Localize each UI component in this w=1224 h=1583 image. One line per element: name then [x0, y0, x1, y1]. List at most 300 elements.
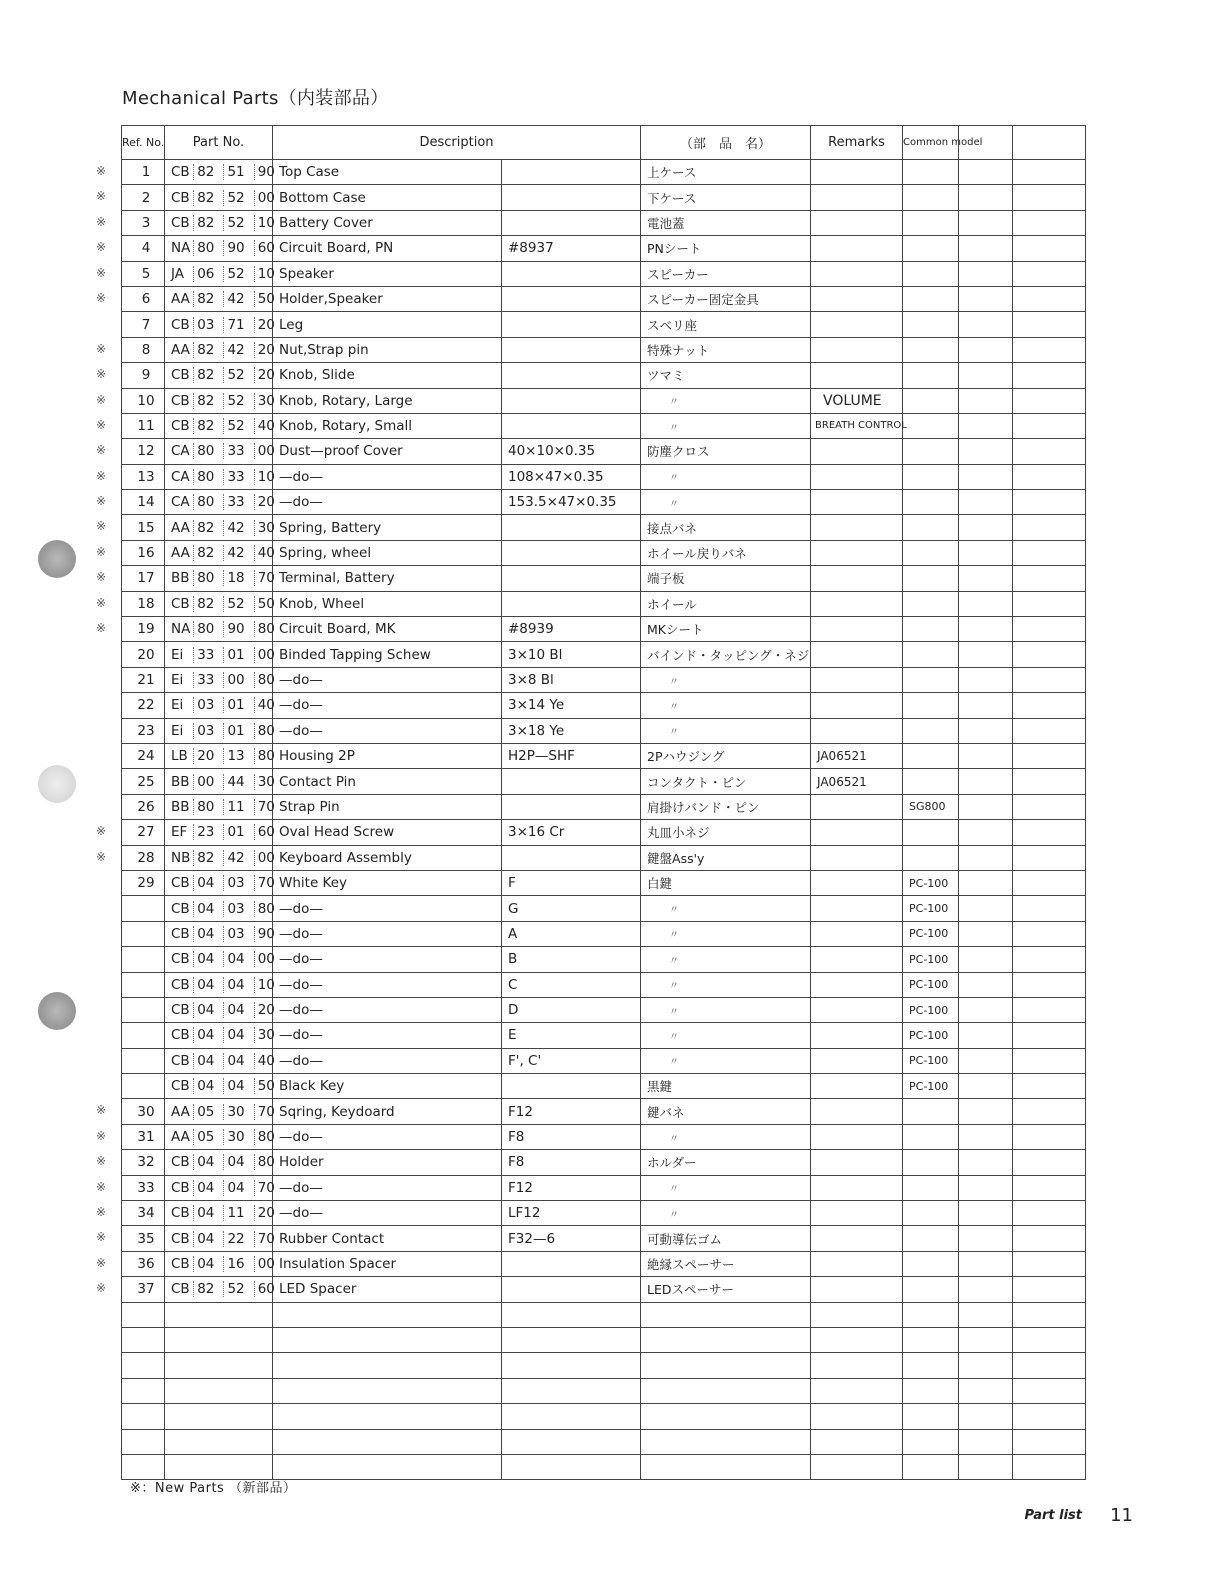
- ref-no: 26: [137, 798, 155, 815]
- blank-cell: [641, 1454, 811, 1479]
- part-no-group: BB: [171, 798, 190, 815]
- blank-cell: [1013, 490, 1086, 515]
- part-no-group: 70: [254, 875, 284, 891]
- japanese-name-cell: 鍵バネ: [641, 1099, 811, 1124]
- blank-cell: [903, 1429, 959, 1454]
- part-no-cell: [165, 718, 273, 743]
- ref-no-cell: [122, 312, 165, 337]
- remarks-cell: [811, 642, 903, 667]
- blank-cell: [641, 1429, 811, 1454]
- blank-cell: [502, 1327, 641, 1352]
- part-no-group: 42: [223, 850, 253, 866]
- empty-row: [122, 1404, 1086, 1429]
- part-no-cell: [165, 160, 273, 185]
- blank-cell: [959, 1201, 1013, 1226]
- blank-cell: [959, 210, 1013, 235]
- common-model-cell: PC-100: [903, 972, 959, 997]
- common-model-cell: PC-100: [903, 1074, 959, 1099]
- ref-no: 27: [137, 824, 155, 841]
- new-part-mark: ※: [96, 494, 107, 509]
- ref-no: 37: [137, 1281, 155, 1298]
- part-no-cell: [165, 363, 273, 388]
- ref-no: 34: [137, 1205, 155, 1222]
- part-no-cell: [165, 1226, 273, 1251]
- description-cell: —do—: [273, 1201, 502, 1226]
- part-no-cell: [165, 693, 273, 718]
- part-no-group: 82: [193, 596, 223, 612]
- part-no-group: 20: [254, 317, 284, 333]
- table-row: [122, 845, 1086, 870]
- common-model-cell: [903, 591, 959, 616]
- common-model-cell: [903, 566, 959, 591]
- spec-cell: LF12: [502, 1201, 641, 1226]
- part-no-group: AA: [171, 1129, 190, 1146]
- description-cell: Speaker: [273, 261, 502, 286]
- ref-no: 6: [141, 291, 151, 308]
- part-no-group: 10: [254, 266, 284, 282]
- part-no-cell: [165, 972, 273, 997]
- blank-cell: [959, 693, 1013, 718]
- blank-cell: [502, 1454, 641, 1479]
- blank-cell: [959, 921, 1013, 946]
- part-no-group: 52: [223, 596, 253, 612]
- blank-cell: [1013, 896, 1086, 921]
- header-blank: [1013, 126, 1086, 160]
- table-row: [122, 1175, 1086, 1200]
- part-no-group: 52: [223, 367, 253, 383]
- part-no-group: 80: [193, 621, 223, 637]
- blank-cell: [1013, 794, 1086, 819]
- ref-no-cell: [96, 236, 165, 261]
- footnote-new-parts: ※：New Parts （新部品）: [130, 1481, 297, 1496]
- ref-no: 14: [137, 494, 155, 511]
- blank-cell: [811, 1378, 903, 1403]
- ref-no: 12: [137, 443, 155, 460]
- new-part-mark: ※: [96, 189, 107, 204]
- common-model-cell: [903, 286, 959, 311]
- blank-cell: [959, 1074, 1013, 1099]
- common-model-cell: [903, 261, 959, 286]
- spec-cell: F: [502, 870, 641, 895]
- blank-cell: [165, 1302, 273, 1327]
- remarks-cell: [811, 185, 903, 210]
- blank-cell: [1013, 388, 1086, 413]
- part-no-group: JA: [171, 265, 184, 282]
- ref-no: 9: [141, 367, 151, 384]
- blank-cell: [502, 1378, 641, 1403]
- part-no-group: 33: [223, 469, 253, 485]
- part-no-group: 04: [193, 1154, 223, 1170]
- remarks-cell: [811, 1277, 903, 1302]
- blank-cell: [165, 1454, 273, 1479]
- blank-cell: [165, 1429, 273, 1454]
- part-no-group: 60: [254, 824, 284, 840]
- remarks-cell: [811, 312, 903, 337]
- common-model-cell: [903, 845, 959, 870]
- spec-cell: [502, 185, 641, 210]
- blank-cell: [641, 1302, 811, 1327]
- table-row: [122, 591, 1086, 616]
- part-no-group: AA: [171, 519, 190, 536]
- common-model-cell: PC-100: [903, 997, 959, 1022]
- part-no-group: 30: [254, 393, 284, 409]
- blank-cell: [1013, 236, 1086, 261]
- table-row: [122, 464, 1086, 489]
- part-no-group: AA: [171, 341, 190, 358]
- part-no-group: 52: [223, 190, 253, 206]
- spec-cell: [502, 160, 641, 185]
- common-model-cell: [903, 185, 959, 210]
- table-row: [122, 566, 1086, 591]
- part-no-group: 52: [223, 1281, 253, 1297]
- header-remarks: Remarks: [811, 126, 903, 160]
- part-no-group: 00: [254, 647, 284, 663]
- blank-cell: [959, 236, 1013, 261]
- part-no-group: 10: [254, 469, 284, 485]
- remarks-cell: [811, 1150, 903, 1175]
- part-no-group: 00: [254, 951, 284, 967]
- part-no-cell: [165, 845, 273, 870]
- spec-cell: [502, 210, 641, 235]
- remarks-cell: [811, 210, 903, 235]
- blank-cell: [1013, 997, 1086, 1022]
- part-no-group: CB: [171, 900, 190, 917]
- blank-cell: [959, 286, 1013, 311]
- spec-cell: [502, 286, 641, 311]
- new-part-mark: ※: [96, 265, 107, 280]
- spec-cell: [502, 1277, 641, 1302]
- table-row: [122, 210, 1086, 235]
- new-part-mark: ※: [96, 1103, 107, 1118]
- spec-cell: 3×8 Bl: [502, 667, 641, 692]
- page-number: 11: [1110, 1505, 1133, 1526]
- japanese-name-cell: ホイール戻りバネ: [641, 540, 811, 565]
- part-no-group: 20: [254, 494, 284, 510]
- blank-cell: [959, 185, 1013, 210]
- description-cell: Circuit Board, PN: [273, 236, 502, 261]
- blank-cell: [273, 1378, 502, 1403]
- common-model-cell: [903, 490, 959, 515]
- part-no-cell: [165, 337, 273, 362]
- part-no-group: 03: [223, 901, 253, 917]
- part-no-group: 04: [223, 1002, 253, 1018]
- table-row: [122, 794, 1086, 819]
- part-no-group: 82: [193, 291, 223, 307]
- part-no-group: 04: [193, 951, 223, 967]
- part-no-group: CB: [171, 1230, 190, 1247]
- table-row: [122, 870, 1086, 895]
- part-no-cell: [165, 286, 273, 311]
- blank-cell: [959, 515, 1013, 540]
- description-cell: Circuit Board, MK: [273, 617, 502, 642]
- part-no-group: AA: [171, 1103, 190, 1120]
- blank-cell: [502, 1353, 641, 1378]
- japanese-name-cell: ホイール: [641, 591, 811, 616]
- part-no-group: CB: [171, 214, 190, 231]
- part-no-group: EF: [171, 824, 188, 841]
- ref-no-cell: [96, 845, 165, 870]
- remarks-cell: [811, 160, 903, 185]
- description-cell: Knob, Rotary, Small: [273, 413, 502, 438]
- ref-no-cell: [96, 464, 165, 489]
- blank-cell: [1013, 1327, 1086, 1352]
- blank-cell: [273, 1353, 502, 1378]
- description-cell: Oval Head Screw: [273, 820, 502, 845]
- part-no-cell: [165, 1277, 273, 1302]
- spec-cell: [502, 337, 641, 362]
- table-row: [122, 947, 1086, 972]
- ref-no-cell: [122, 921, 165, 946]
- spec-cell: [502, 1251, 641, 1276]
- blank-cell: [1013, 769, 1086, 794]
- part-no-cell: [165, 1023, 273, 1048]
- table-row: [122, 1251, 1086, 1276]
- part-no-cell: [165, 820, 273, 845]
- remarks-cell: [811, 896, 903, 921]
- part-no-group: 00: [254, 190, 284, 206]
- blank-cell: [641, 1404, 811, 1429]
- common-model-cell: [903, 769, 959, 794]
- blank-cell: [959, 1353, 1013, 1378]
- part-no-cell: [165, 1074, 273, 1099]
- blank-cell: [1013, 591, 1086, 616]
- ref-no: 8: [141, 341, 151, 358]
- description-cell: Black Key: [273, 1074, 502, 1099]
- remarks-cell: [811, 667, 903, 692]
- table-row: [122, 540, 1086, 565]
- part-no-group: 82: [193, 215, 223, 231]
- blank-cell: [959, 591, 1013, 616]
- japanese-name-cell: 端子板: [641, 566, 811, 591]
- part-no-group: 20: [254, 1205, 284, 1221]
- part-no-group: 05: [193, 1129, 223, 1145]
- table-row: [122, 185, 1086, 210]
- remarks-cell: [811, 794, 903, 819]
- new-part-mark: ※: [96, 164, 107, 178]
- ref-no-cell: [122, 896, 165, 921]
- spec-cell: A: [502, 921, 641, 946]
- table-row: [122, 820, 1086, 845]
- description-cell: Rubber Contact: [273, 1226, 502, 1251]
- common-model-cell: PC-100: [903, 1023, 959, 1048]
- part-no-group: 33: [193, 672, 223, 688]
- part-no-group: 04: [193, 1027, 223, 1043]
- part-no-group: CB: [171, 1027, 190, 1044]
- spec-cell: #8937: [502, 236, 641, 261]
- blank-cell: [959, 1048, 1013, 1073]
- table-row: [122, 693, 1086, 718]
- header-japanese-name: （部 品 名）: [641, 126, 811, 160]
- remarks-cell: [811, 261, 903, 286]
- description-cell: Strap Pin: [273, 794, 502, 819]
- blank-cell: [641, 1327, 811, 1352]
- part-no-group: 80: [193, 469, 223, 485]
- spec-cell: [502, 591, 641, 616]
- blank-cell: [959, 845, 1013, 870]
- blank-cell: [959, 261, 1013, 286]
- part-no-group: 00: [254, 1256, 284, 1272]
- part-no-group: 30: [223, 1129, 253, 1145]
- blank-cell: [1013, 1023, 1086, 1048]
- part-no-cell: [165, 642, 273, 667]
- description-cell: Top Case: [273, 160, 502, 185]
- new-part-mark: ※: [96, 1154, 107, 1169]
- spec-cell: [502, 515, 641, 540]
- japanese-name-cell: 黒鍵: [641, 1074, 811, 1099]
- new-part-mark: ※: [96, 1255, 107, 1270]
- japanese-name-cell: 〃: [641, 413, 811, 438]
- blank-cell: [1013, 870, 1086, 895]
- common-model-cell: [903, 413, 959, 438]
- part-no-group: 70: [254, 1231, 284, 1247]
- spec-cell: [502, 388, 641, 413]
- part-no-group: 03: [193, 317, 223, 333]
- part-no-group: 11: [223, 1205, 253, 1221]
- japanese-name-cell: 下ケース: [641, 185, 811, 210]
- description-cell: Sqring, Keydoard: [273, 1099, 502, 1124]
- spec-cell: G: [502, 896, 641, 921]
- ref-no-cell: [96, 1277, 165, 1302]
- part-no-group: 04: [223, 1053, 253, 1069]
- ref-no: 13: [137, 468, 155, 485]
- blank-cell: [1013, 617, 1086, 642]
- blank-cell: [1013, 743, 1086, 768]
- spec-cell: H2P—SHF: [502, 743, 641, 768]
- ref-no-cell: [96, 413, 165, 438]
- description-cell: LED Spacer: [273, 1277, 502, 1302]
- remarks-cell: [811, 820, 903, 845]
- empty-row: [122, 1454, 1086, 1479]
- ref-no: 5: [141, 265, 151, 282]
- ref-no: 32: [137, 1154, 155, 1171]
- japanese-name-cell: 〃: [641, 388, 811, 413]
- part-no-group: 71: [223, 317, 253, 333]
- ref-no-cell: [96, 566, 165, 591]
- remarks-cell: [811, 921, 903, 946]
- part-no-group: CB: [171, 1179, 190, 1196]
- japanese-name-cell: 〃: [641, 947, 811, 972]
- ref-no: 3: [141, 214, 151, 231]
- spec-cell: [502, 794, 641, 819]
- blank-cell: [959, 160, 1013, 185]
- description-cell: Spring, Battery: [273, 515, 502, 540]
- part-no-group: CB: [171, 392, 190, 409]
- description-cell: —do—: [273, 1124, 502, 1149]
- blank-cell: [273, 1429, 502, 1454]
- part-no-group: 04: [193, 1205, 223, 1221]
- common-model-cell: [903, 820, 959, 845]
- binder-hole: [38, 540, 76, 578]
- spec-cell: F8: [502, 1124, 641, 1149]
- header-common-model: Common model: [903, 126, 959, 160]
- japanese-name-cell: 接点バネ: [641, 515, 811, 540]
- new-part-mark: ※: [96, 214, 107, 229]
- ref-no-cell: [122, 794, 165, 819]
- part-no-group: 04: [193, 901, 223, 917]
- description-cell: Spring, wheel: [273, 540, 502, 565]
- table-row: [122, 1277, 1086, 1302]
- blank-cell: [959, 1327, 1013, 1352]
- part-no-group: 30: [254, 1027, 284, 1043]
- ref-no-cell: [96, 490, 165, 515]
- spec-cell: 3×14 Ye: [502, 693, 641, 718]
- blank-cell: [1013, 1429, 1086, 1454]
- common-model-cell: [903, 236, 959, 261]
- japanese-name-cell: 〃: [641, 667, 811, 692]
- part-no-group: 23: [193, 824, 223, 840]
- common-model-cell: [903, 160, 959, 185]
- part-no-group: CB: [171, 367, 190, 384]
- description-cell: —do—: [273, 718, 502, 743]
- part-no-group: 00: [254, 443, 284, 459]
- description-cell: Nut,Strap pin: [273, 337, 502, 362]
- blank-cell: [273, 1404, 502, 1429]
- blank-cell: [959, 1404, 1013, 1429]
- ref-no-cell: [96, 617, 165, 642]
- common-model-cell: [903, 363, 959, 388]
- ref-no-cell: [122, 972, 165, 997]
- japanese-name-cell: 防塵クロス: [641, 439, 811, 464]
- blank-cell: [1013, 1175, 1086, 1200]
- common-model-cell: [903, 1175, 959, 1200]
- blank-cell: [903, 1454, 959, 1479]
- part-no-cell: [165, 1124, 273, 1149]
- common-model-cell: [903, 667, 959, 692]
- table-row: [122, 769, 1086, 794]
- blank-cell: [1013, 693, 1086, 718]
- part-no-group: 00: [193, 774, 223, 790]
- ref-no-cell: [122, 947, 165, 972]
- part-no-cell: [165, 566, 273, 591]
- remarks-cell: [811, 972, 903, 997]
- description-cell: Contact Pin: [273, 769, 502, 794]
- ref-no-cell: [96, 1201, 165, 1226]
- part-no-group: 80: [254, 672, 284, 688]
- blank-cell: [1013, 820, 1086, 845]
- part-no-cell: [165, 185, 273, 210]
- description-cell: Bottom Case: [273, 185, 502, 210]
- part-no-group: 01: [223, 824, 253, 840]
- part-no-group: 01: [223, 697, 253, 713]
- blank-cell: [959, 972, 1013, 997]
- table-row: [122, 1099, 1086, 1124]
- remarks-cell: [811, 591, 903, 616]
- ref-no-cell: [96, 1226, 165, 1251]
- description-cell: —do—: [273, 1048, 502, 1073]
- part-no-group: 70: [254, 1104, 284, 1120]
- ref-no: 21: [137, 672, 155, 688]
- part-no-group: 03: [223, 926, 253, 942]
- part-no-group: NB: [171, 849, 191, 866]
- table-row: [122, 896, 1086, 921]
- ref-no-cell: [122, 693, 165, 718]
- part-no-group: 04: [193, 1002, 223, 1018]
- ref-no-cell: [122, 870, 165, 895]
- part-no-group: 03: [223, 875, 253, 891]
- part-no-cell: [165, 236, 273, 261]
- spec-cell: [502, 261, 641, 286]
- blank-cell: [502, 1302, 641, 1327]
- new-part-mark: ※: [96, 824, 107, 839]
- spec-cell: 3×18 Ye: [502, 718, 641, 743]
- spec-cell: B: [502, 947, 641, 972]
- common-model-cell: PC-100: [903, 1048, 959, 1073]
- ref-no-cell: [96, 1099, 165, 1124]
- part-no-group: CB: [171, 164, 190, 181]
- ref-no-cell: [96, 515, 165, 540]
- blank-cell: [959, 896, 1013, 921]
- common-model-cell: [903, 337, 959, 362]
